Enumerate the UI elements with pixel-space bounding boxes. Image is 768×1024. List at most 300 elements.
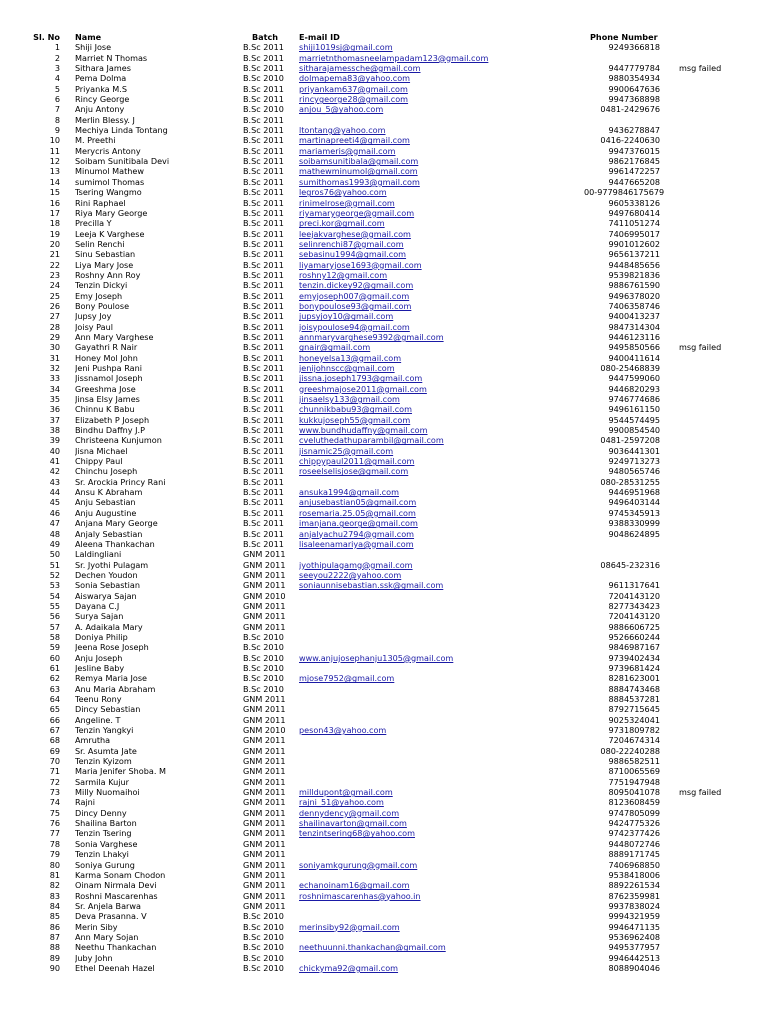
email-link[interactable]: legros76@yahoo.com bbox=[299, 187, 387, 198]
status-note: msg failed bbox=[679, 787, 722, 798]
sl-cell: 44 bbox=[49, 487, 60, 498]
name-cell: Tenzin Kyizom bbox=[75, 756, 132, 767]
name-cell: Sr. Arockia Princy Rani bbox=[75, 476, 166, 487]
email-link[interactable]: soniyamkgurung@gmail.com bbox=[299, 859, 418, 870]
table-row bbox=[0, 642, 768, 652]
table-row bbox=[0, 301, 768, 311]
batch-cell: GNM 2011 bbox=[243, 600, 286, 611]
name-cell: Dayana C.J bbox=[75, 600, 120, 611]
batch-cell: B.Sc 2011 bbox=[243, 197, 284, 208]
batch-cell: B.Sc 2011 bbox=[243, 300, 284, 311]
name-cell: Anu Maria Abraham bbox=[75, 683, 156, 694]
sl-cell: 84 bbox=[49, 900, 60, 911]
name-cell: Minumol Mathew bbox=[75, 166, 144, 177]
table-row bbox=[0, 860, 768, 870]
table-row bbox=[0, 177, 768, 187]
sl-cell: 21 bbox=[49, 249, 60, 260]
batch-cell: GNM 2011 bbox=[243, 766, 286, 777]
email-link[interactable]: rosemaria.25.05@gmail.com bbox=[299, 507, 416, 518]
email-link[interactable]: jisnamic25@gmail.com bbox=[299, 445, 394, 456]
table-row bbox=[0, 487, 768, 497]
batch-cell: GNM 2011 bbox=[243, 611, 286, 622]
sl-cell: 25 bbox=[49, 290, 60, 301]
name-cell: Milly Nuomaihoi bbox=[75, 787, 140, 798]
email-link[interactable]: jinsaelsy133@gmail.com bbox=[299, 394, 400, 405]
batch-cell: GNM 2011 bbox=[243, 621, 286, 632]
phone-cell: 9656137211 bbox=[608, 249, 660, 260]
table-row bbox=[0, 880, 768, 890]
table-row bbox=[0, 84, 768, 94]
table-row bbox=[0, 953, 768, 963]
email-link[interactable]: mathewminumol@gmail.com bbox=[299, 166, 418, 177]
name-cell: Anju Augustine bbox=[75, 507, 137, 518]
email-link[interactable]: www.anjujosephanju1305@gmail.com bbox=[299, 652, 454, 663]
email-link[interactable]: soniaunnisebastian.ssk@gmail.com bbox=[299, 580, 444, 591]
batch-cell: GNM 2011 bbox=[243, 787, 286, 798]
email-link[interactable]: chippypaul2011@gmail.com bbox=[299, 456, 415, 467]
name-cell: Oinam Nirmala Devi bbox=[75, 880, 157, 891]
email-link[interactable]: shiji1019sj@gmail.com bbox=[299, 42, 393, 53]
email-link[interactable]: anjalyachu2794@gmail.com bbox=[299, 528, 415, 539]
table-row bbox=[0, 560, 768, 570]
sl-cell: 69 bbox=[49, 745, 60, 756]
sl-cell: 64 bbox=[49, 694, 60, 704]
email-link[interactable]: dolmapema83@yahoo.com bbox=[299, 73, 411, 84]
sl-cell: 1 bbox=[54, 42, 60, 53]
phone-cell: 00-9779846175679 bbox=[584, 187, 665, 198]
sl-cell: 87 bbox=[49, 931, 60, 942]
batch-cell: GNM 2011 bbox=[243, 569, 286, 580]
batch-cell: GNM 2011 bbox=[243, 559, 286, 570]
phone-cell: 9947368898 bbox=[608, 94, 660, 105]
sl-cell: 74 bbox=[49, 797, 60, 808]
name-cell: Jupsy Joy bbox=[75, 311, 112, 322]
email-link[interactable]: bonypoulose93@gmail.com bbox=[299, 300, 412, 311]
name-cell: Rincy George bbox=[75, 94, 130, 105]
name-cell: Mechiya Linda Tontang bbox=[75, 125, 168, 136]
table-row bbox=[0, 653, 768, 663]
name-cell: sumimol Thomas bbox=[75, 176, 145, 187]
sl-cell: 57 bbox=[49, 621, 60, 632]
table-row bbox=[0, 580, 768, 590]
name-cell: Priyanka M.S bbox=[75, 83, 127, 94]
name-cell: Bony Poulose bbox=[75, 300, 130, 311]
name-cell: Roshny Ann Roy bbox=[75, 269, 141, 280]
email-link[interactable]: tenzin.dickey92@gmail.com bbox=[299, 280, 414, 291]
batch-cell: GNM 2011 bbox=[243, 580, 286, 591]
sl-cell: 53 bbox=[49, 580, 60, 591]
name-cell: Soniya Gurung bbox=[75, 859, 135, 870]
phone-cell: 7406995017 bbox=[608, 228, 660, 239]
name-cell: Christeena Kunjumon bbox=[75, 435, 162, 446]
sl-cell: 43 bbox=[49, 476, 60, 487]
sl-cell: 22 bbox=[49, 259, 60, 270]
sl-cell: 28 bbox=[49, 321, 60, 332]
sl-cell: 17 bbox=[49, 207, 60, 218]
batch-cell: B.Sc 2011 bbox=[243, 404, 284, 415]
phone-cell: 0481-2429676 bbox=[600, 104, 660, 115]
table-row bbox=[0, 932, 768, 942]
table-row bbox=[0, 466, 768, 476]
email-link[interactable]: roshny12@gmail.com bbox=[299, 269, 388, 280]
batch-cell: B.Sc 2011 bbox=[243, 63, 284, 74]
table-row bbox=[0, 63, 768, 73]
email-link[interactable]: neethuunni.thankachan@gmail.com bbox=[299, 942, 446, 953]
email-link[interactable]: imanjana.george@gmail.com bbox=[299, 518, 418, 529]
email-link[interactable]: jissna.joseph1793@gmail.com bbox=[299, 373, 423, 384]
email-link[interactable]: kukkujoseph55@gmail.com bbox=[299, 414, 411, 425]
name-cell: Bindhu Daffny J.P bbox=[75, 425, 146, 436]
sl-cell: 81 bbox=[49, 869, 60, 880]
phone-cell: 9025324041 bbox=[608, 714, 660, 725]
email-link[interactable]: soibamsunitibala@gmail.com bbox=[299, 156, 419, 167]
phone-cell: 9886582511 bbox=[608, 756, 660, 767]
contact-sheet bbox=[0, 32, 768, 973]
email-link[interactable]: dennydency@gmail.com bbox=[299, 807, 400, 818]
phone-cell: 080-22240288 bbox=[600, 745, 660, 756]
table-row bbox=[0, 342, 768, 352]
table-row bbox=[0, 539, 768, 549]
table-row bbox=[0, 797, 768, 807]
email-link[interactable]: rajni_51@yahoo.com bbox=[299, 797, 384, 808]
table-row bbox=[0, 518, 768, 528]
batch-cell: B.Sc 2011 bbox=[243, 228, 284, 239]
phone-cell: 9497680414 bbox=[608, 207, 660, 218]
name-cell: Merlin Blessy. J bbox=[75, 114, 135, 125]
email-link[interactable]: seeyou2222@yahoo.com bbox=[299, 569, 402, 580]
name-cell: Sonia Varghese bbox=[75, 838, 138, 849]
batch-cell: B.Sc 2011 bbox=[243, 42, 284, 53]
phone-cell: 9526660244 bbox=[608, 631, 660, 642]
sl-cell: 58 bbox=[49, 631, 60, 642]
phone-cell: 9961472257 bbox=[608, 166, 660, 177]
batch-cell: B.Sc 2011 bbox=[243, 456, 284, 467]
email-link[interactable]: milldupont@gmail.com bbox=[299, 787, 393, 798]
name-cell: Jissnamol Joseph bbox=[75, 373, 143, 384]
phone-cell: 9862176845 bbox=[608, 156, 660, 167]
name-cell: M. Preethi bbox=[75, 135, 116, 146]
sl-cell: 4 bbox=[54, 73, 60, 84]
batch-cell: B.Sc 2011 bbox=[243, 538, 284, 549]
email-link[interactable]: merinsiby92@gmail.com bbox=[299, 921, 400, 932]
phone-cell: 8123608459 bbox=[608, 797, 660, 808]
sl-cell: 12 bbox=[49, 156, 60, 167]
table-row bbox=[0, 115, 768, 125]
name-cell: Aleena Thankachan bbox=[75, 538, 155, 549]
phone-cell: 7411051274 bbox=[608, 218, 660, 229]
name-cell: Jinsa Elsy James bbox=[75, 394, 140, 405]
sl-cell: 27 bbox=[49, 311, 60, 322]
phone-cell: 9036441301 bbox=[608, 445, 660, 456]
name-cell: Liya Mary Jose bbox=[75, 259, 134, 270]
table-row bbox=[0, 229, 768, 239]
email-link[interactable]: roseelselisjose@gmail.com bbox=[299, 466, 409, 477]
email-link[interactable]: chickyma92@gmail.com bbox=[299, 962, 399, 973]
sl-cell: 33 bbox=[49, 373, 60, 384]
email-link[interactable]: mariameris@gmail.com bbox=[299, 145, 396, 156]
email-link[interactable]: martinapreeti4@gmail.com bbox=[299, 135, 410, 146]
phone-cell: 080-25468839 bbox=[600, 363, 660, 373]
email-link[interactable]: jyothipulagamg@gmail.com bbox=[299, 559, 413, 570]
email-link[interactable]: sitharajamessche@gmail.com bbox=[299, 63, 421, 74]
sl-cell: 9 bbox=[54, 125, 60, 136]
email-link[interactable]: greeshmajose2011@gmail.com bbox=[299, 383, 427, 394]
name-cell: Sarmila Kujur bbox=[75, 776, 129, 787]
email-link[interactable]: sumithomas1993@gmail.com bbox=[299, 176, 420, 187]
phone-cell: 9447599060 bbox=[608, 373, 660, 384]
batch-cell: B.Sc 2011 bbox=[243, 342, 284, 353]
phone-cell: 7204143120 bbox=[608, 611, 660, 622]
batch-cell: GNM 2010 bbox=[243, 590, 286, 601]
name-cell: Precilla Y bbox=[75, 218, 112, 229]
email-link[interactable]: honeyelsa13@gmail.com bbox=[299, 352, 402, 363]
table-row bbox=[0, 425, 768, 435]
table-row bbox=[0, 446, 768, 456]
table-body bbox=[0, 42, 768, 973]
name-cell: Maria Jenifer Shoba. M bbox=[75, 766, 166, 777]
phone-cell: 9447665208 bbox=[608, 176, 660, 187]
phone-cell: 9539821836 bbox=[608, 269, 660, 280]
table-row bbox=[0, 704, 768, 714]
table-row bbox=[0, 601, 768, 611]
phone-cell: 9048624895 bbox=[608, 528, 660, 539]
table-row bbox=[0, 673, 768, 683]
email-link[interactable]: lisaleenamariya@gmail.com bbox=[299, 538, 414, 549]
email-link[interactable]: anjou_5@yahoo.com bbox=[299, 104, 384, 115]
sl-cell: 83 bbox=[49, 890, 60, 901]
name-cell: Amrutha bbox=[75, 735, 111, 746]
phone-cell: 8792715645 bbox=[608, 704, 660, 715]
name-cell: Tenzin Lhakyi bbox=[75, 849, 129, 860]
table-row bbox=[0, 870, 768, 880]
table-row bbox=[0, 839, 768, 849]
sl-cell: 48 bbox=[49, 528, 60, 539]
table-row bbox=[0, 549, 768, 559]
batch-cell: B.Sc 2011 bbox=[243, 445, 284, 456]
batch-cell: GNM 2011 bbox=[243, 849, 286, 860]
batch-cell: B.Sc 2010 bbox=[243, 652, 284, 663]
table-row bbox=[0, 508, 768, 518]
table-row bbox=[0, 270, 768, 280]
batch-cell: GNM 2011 bbox=[243, 756, 286, 767]
phone-cell: 9544574495 bbox=[608, 414, 660, 425]
sl-cell: 29 bbox=[49, 331, 60, 342]
phone-cell: 9448485656 bbox=[608, 259, 660, 270]
sl-cell: 90 bbox=[49, 962, 60, 973]
name-cell: Anjaly Sebastian bbox=[75, 528, 143, 539]
name-cell: Honey Mol John bbox=[75, 352, 138, 363]
sl-cell: 78 bbox=[49, 838, 60, 849]
email-link[interactable]: preci.kor@gmail.com bbox=[299, 218, 385, 229]
phone-cell: 9538418006 bbox=[608, 869, 660, 880]
name-cell: Laldingliani bbox=[75, 549, 122, 560]
batch-cell: B.Sc 2011 bbox=[243, 166, 284, 177]
name-cell: Ann Mary Sojan bbox=[75, 931, 139, 942]
table-row bbox=[0, 622, 768, 632]
name-cell: Elizabeth P Joseph bbox=[75, 414, 150, 425]
batch-cell: B.Sc 2011 bbox=[243, 487, 284, 498]
table-row bbox=[0, 694, 768, 704]
table-row bbox=[0, 146, 768, 156]
email-link[interactable]: gnair@gmail.com bbox=[299, 342, 371, 353]
phone-cell: 9496161150 bbox=[608, 404, 660, 415]
phone-cell: 9400411614 bbox=[608, 352, 660, 363]
batch-cell: GNM 2011 bbox=[243, 880, 286, 891]
email-link[interactable]: anjusebastian05@gmail.com bbox=[299, 497, 417, 508]
table-row bbox=[0, 828, 768, 838]
batch-cell: B.Sc 2011 bbox=[243, 52, 284, 63]
email-link[interactable]: www.bundhudaffny@gmail.com bbox=[299, 425, 428, 436]
phone-cell: 9495377957 bbox=[608, 942, 660, 953]
name-cell: Neethu Thankachan bbox=[75, 942, 157, 953]
batch-cell: GNM 2011 bbox=[243, 735, 286, 746]
table-row bbox=[0, 911, 768, 921]
name-cell: Ann Mary Varghese bbox=[75, 331, 154, 342]
batch-cell: B.Sc 2011 bbox=[243, 125, 284, 136]
batch-cell: B.Sc 2011 bbox=[243, 466, 284, 477]
name-cell: Leeja K Varghese bbox=[75, 228, 145, 239]
sl-cell: 37 bbox=[49, 414, 60, 425]
batch-cell: B.Sc 2010 bbox=[243, 631, 284, 642]
table-row bbox=[0, 42, 768, 52]
email-link[interactable]: priyankam637@gmail.com bbox=[299, 83, 408, 94]
phone-cell: 9448072746 bbox=[608, 838, 660, 849]
name-cell: Anju Sebastian bbox=[75, 497, 136, 508]
batch-cell: B.Sc 2011 bbox=[243, 238, 284, 249]
phone-cell: 9446820293 bbox=[608, 383, 660, 394]
sl-cell: 49 bbox=[49, 538, 60, 549]
sl-cell: 14 bbox=[49, 176, 60, 187]
sl-cell: 56 bbox=[49, 611, 60, 622]
sl-cell: 55 bbox=[49, 600, 60, 611]
name-cell: Emy Joseph bbox=[75, 290, 123, 301]
phone-cell: 9747805099 bbox=[608, 807, 660, 818]
email-link[interactable]: joisypoulose94@gmail.com bbox=[299, 321, 410, 332]
email-link[interactable]: riyamarygeorge@gmail.com bbox=[299, 207, 415, 218]
email-link[interactable]: emyjoseph007@gmail.com bbox=[299, 290, 410, 301]
email-link[interactable]: selinrenchi87@gmail.com bbox=[299, 238, 404, 249]
batch-cell: B.Sc 2011 bbox=[243, 383, 284, 394]
email-link[interactable]: leejakvarghese@gmail.com bbox=[299, 228, 411, 239]
phone-cell: 9901012602 bbox=[608, 238, 660, 249]
name-cell: Deva Prasanna. V bbox=[75, 911, 147, 922]
name-cell: Tsering Wangmo bbox=[75, 187, 142, 198]
table-row bbox=[0, 591, 768, 601]
sl-cell: 77 bbox=[49, 828, 60, 839]
sl-cell: 72 bbox=[49, 776, 60, 787]
sl-cell: 35 bbox=[49, 394, 60, 405]
name-cell: Tenzin Tsering bbox=[75, 828, 132, 839]
sl-cell: 34 bbox=[49, 383, 60, 394]
sl-cell: 19 bbox=[49, 228, 60, 239]
name-cell: Selin Renchi bbox=[75, 238, 125, 249]
phone-cell: 9946442513 bbox=[608, 952, 660, 963]
batch-cell: B.Sc 2011 bbox=[243, 497, 284, 508]
phone-cell: 9249366818 bbox=[608, 42, 660, 53]
name-cell: Anjana Mary George bbox=[75, 518, 158, 529]
email-link[interactable]: marrietnthomasneelampadam123@gmail.com bbox=[299, 52, 489, 63]
email-link[interactable]: rinimelrose@gmail.com bbox=[299, 197, 395, 208]
phone-cell: 8884743468 bbox=[608, 683, 660, 694]
phone-cell: 8095041078 bbox=[608, 787, 660, 798]
email-link[interactable]: chunnikbabu93@gmail.com bbox=[299, 404, 413, 415]
name-cell: Chippy Paul bbox=[75, 456, 123, 467]
batch-cell: B.Sc 2011 bbox=[243, 414, 284, 425]
sl-cell: 86 bbox=[49, 921, 60, 932]
batch-cell: B.Sc 2010 bbox=[243, 642, 284, 653]
phone-cell: 0416-2240630 bbox=[600, 135, 660, 146]
email-link[interactable]: liyamaryjose1693@gmail.com bbox=[299, 259, 422, 270]
email-link[interactable]: jupsyjoy10@gmail.com bbox=[299, 311, 394, 322]
email-link[interactable]: jenijohnscc@gmail.com bbox=[299, 363, 395, 373]
phone-cell: 9745345913 bbox=[608, 507, 660, 518]
table-row bbox=[0, 787, 768, 797]
table-row bbox=[0, 497, 768, 507]
phone-cell: 9731809782 bbox=[608, 725, 660, 736]
email-link[interactable]: tenzintsering68@yahoo.com bbox=[299, 828, 416, 839]
table-row bbox=[0, 570, 768, 580]
sl-cell: 67 bbox=[49, 725, 60, 736]
email-link[interactable]: shailinavarton@gmail.com bbox=[299, 818, 407, 829]
sl-cell: 50 bbox=[49, 549, 60, 560]
sl-cell: 47 bbox=[49, 518, 60, 529]
name-cell: Jeni Pushpa Rani bbox=[75, 363, 142, 373]
phone-cell: 9495850566 bbox=[608, 342, 660, 353]
email-link[interactable]: ltontang@yahoo.com bbox=[299, 125, 386, 136]
phone-cell: 0481-2597208 bbox=[600, 435, 660, 446]
sl-cell: 24 bbox=[49, 280, 60, 291]
phone-cell: 9436278847 bbox=[608, 125, 660, 136]
header-batch: Batch bbox=[252, 32, 279, 42]
table-row bbox=[0, 415, 768, 425]
name-cell: Remya Maria Jose bbox=[75, 673, 148, 684]
name-cell: Sithara James bbox=[75, 63, 131, 74]
sl-cell: 32 bbox=[49, 363, 60, 373]
batch-cell: GNM 2011 bbox=[243, 694, 286, 704]
email-link[interactable]: roshnimascarenhas@yahoo.in bbox=[299, 890, 421, 901]
sl-cell: 73 bbox=[49, 787, 60, 798]
sl-cell: 76 bbox=[49, 818, 60, 829]
email-link[interactable]: sebasinu1994@gmail.com bbox=[299, 249, 407, 260]
batch-cell: GNM 2011 bbox=[243, 818, 286, 829]
phone-cell: 9900647636 bbox=[608, 83, 660, 94]
email-link[interactable]: mjose7952@gmail.com bbox=[299, 673, 395, 684]
email-link[interactable]: annmaryvarghese9392@gmail.com bbox=[299, 331, 444, 342]
table-row bbox=[0, 53, 768, 63]
table-row bbox=[0, 187, 768, 197]
email-link[interactable]: cveluthedathuparambil@gmail.com bbox=[299, 435, 444, 446]
name-cell: Karma Sonam Chodon bbox=[75, 869, 166, 880]
table-row bbox=[0, 166, 768, 176]
table-row bbox=[0, 218, 768, 228]
name-cell: Tenzin Yangkyi bbox=[75, 725, 134, 736]
email-link[interactable]: ansuka1994@gmail.com bbox=[299, 487, 399, 498]
email-link[interactable]: echanoinam16@gmail.com bbox=[299, 880, 410, 891]
name-cell: Rajni bbox=[75, 797, 96, 808]
name-cell: Sr. Asumta Jate bbox=[75, 745, 137, 756]
sl-cell: 52 bbox=[49, 569, 60, 580]
phone-cell: 9249713273 bbox=[608, 456, 660, 467]
batch-cell: B.Sc 2011 bbox=[243, 145, 284, 156]
batch-cell: B.Sc 2011 bbox=[243, 249, 284, 260]
phone-cell: 9611317641 bbox=[608, 580, 660, 591]
batch-cell: B.Sc 2010 bbox=[243, 942, 284, 953]
batch-cell: B.Sc 2011 bbox=[243, 280, 284, 291]
email-link[interactable]: peson43@yahoo.com bbox=[299, 725, 387, 736]
batch-cell: B.Sc 2010 bbox=[243, 683, 284, 694]
sl-cell: 80 bbox=[49, 859, 60, 870]
email-link[interactable]: rincygeorge28@gmail.com bbox=[299, 94, 409, 105]
